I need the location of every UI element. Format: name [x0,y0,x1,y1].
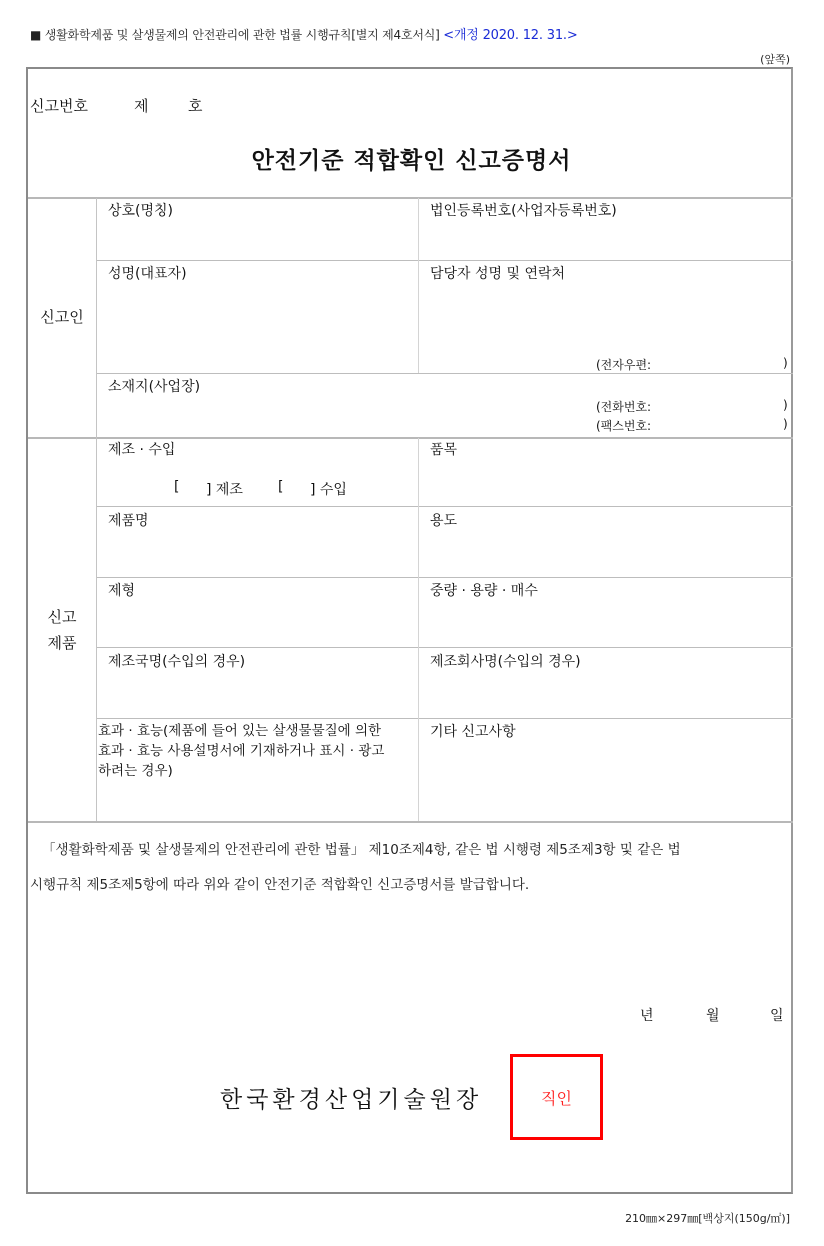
country-of-manufacture-field[interactable]: 제조국명(수입의 경우) [108,654,246,670]
email-close: ) [783,356,788,370]
form-type-field[interactable]: 제형 [108,583,136,599]
divider [96,506,793,507]
manufacturer-name-field[interactable]: 제조회사명(수입의 경우) [430,654,581,670]
import-checkbox[interactable]: ] 수입 [310,482,347,498]
fax-close: ) [783,417,788,431]
page-title: 안전기준 적합확인 신고증명서 [251,148,572,174]
issuer-name: 한국환경산업기술원장 [220,1087,483,1113]
efficacy-field[interactable] [98,721,384,781]
corp-reg-no-field[interactable]: 법인등록번호(사업자등록번호) [430,203,617,219]
item-field[interactable]: 품목 [430,442,458,458]
reporter-section-label: 신고인 [40,308,84,326]
column-divider [96,198,97,821]
manufacture-import-label: 제조 · 수입 [108,442,176,458]
efficacy-label-line1: 효과 · 효능(제품에 들어 있는 살생물물질에 의한 [98,723,382,739]
weight-volume-count-field[interactable]: 중량 · 용량 · 매수 [430,583,538,599]
phone-close: ) [783,398,788,412]
law-reference: 생활화학제품 및 살생물제의 안전관리에 관한 법률 시행규칙[별지 제4호서식] [44,28,440,42]
report-number-label: 신고번호 [30,97,88,115]
square-marker-icon: ■ [30,28,42,42]
divider [96,577,793,578]
seal-label: 직인 [541,1088,572,1108]
efficacy-label-line3: 하려는 경우) [98,763,173,779]
date-day[interactable]: 일 [770,1008,784,1024]
divider [96,373,793,374]
report-number-prefix: 제 [134,97,149,115]
date-year[interactable]: 년 [640,1008,654,1024]
product-name-field[interactable]: 제품명 [108,513,149,529]
product-section-label-line2: 제품 [47,634,77,652]
manufacture-checkbox[interactable]: ] 제조 [206,482,243,498]
divider [96,647,793,648]
email-field[interactable]: (전자우편: [596,358,652,372]
manufacture-checkbox-open[interactable]: [ [174,479,180,495]
contact-person-field[interactable]: 담당자 성명 및 연락처 [430,266,566,282]
trade-name-field[interactable]: 상호(명칭) [108,203,174,219]
form-reference-header [30,24,578,43]
product-section-label [28,604,96,656]
date-month[interactable]: 월 [706,1008,720,1024]
column-divider [418,438,419,821]
other-matters-field[interactable]: 기타 신고사항 [430,724,516,740]
divider [28,197,793,199]
statement-line2: 시행규칙 제5조제5항에 따라 위와 같이 안전기준 적합확인 신고증명서를 발급합니다. [30,877,530,893]
page-side-label: (앞쪽) [760,53,790,66]
usage-field[interactable]: 용도 [430,513,458,529]
product-section-label-line1: 신고 [47,608,77,626]
representative-name-field[interactable]: 성명(대표자) [108,266,187,282]
report-number-suffix: 호 [188,97,203,115]
divider [96,260,793,261]
import-checkbox-open[interactable]: [ [278,479,284,495]
certificate-form [26,67,793,1194]
efficacy-label-line2: 효과 · 효능 사용설명서에 기재하거나 표시 · 광고 [98,743,385,759]
fax-field[interactable]: (팩스번호: [596,419,652,433]
revision-date: <개정 2020. 12. 31.> [443,28,578,43]
statement-line1: 「생활화학제품 및 살생물제의 안전관리에 관한 법률」 제10조제4항, 같은 법 시행령 제5조제3항 및 같은 법 [42,842,681,858]
phone-field[interactable]: (전화번호: [596,400,652,414]
official-seal-box [510,1054,603,1140]
divider [28,821,793,823]
address-field[interactable]: 소재지(사업장) [108,379,201,395]
paper-spec: 210㎜×297㎜[백상지(150g/㎡)] [625,1212,790,1225]
divider [96,718,793,719]
column-divider [418,198,419,373]
